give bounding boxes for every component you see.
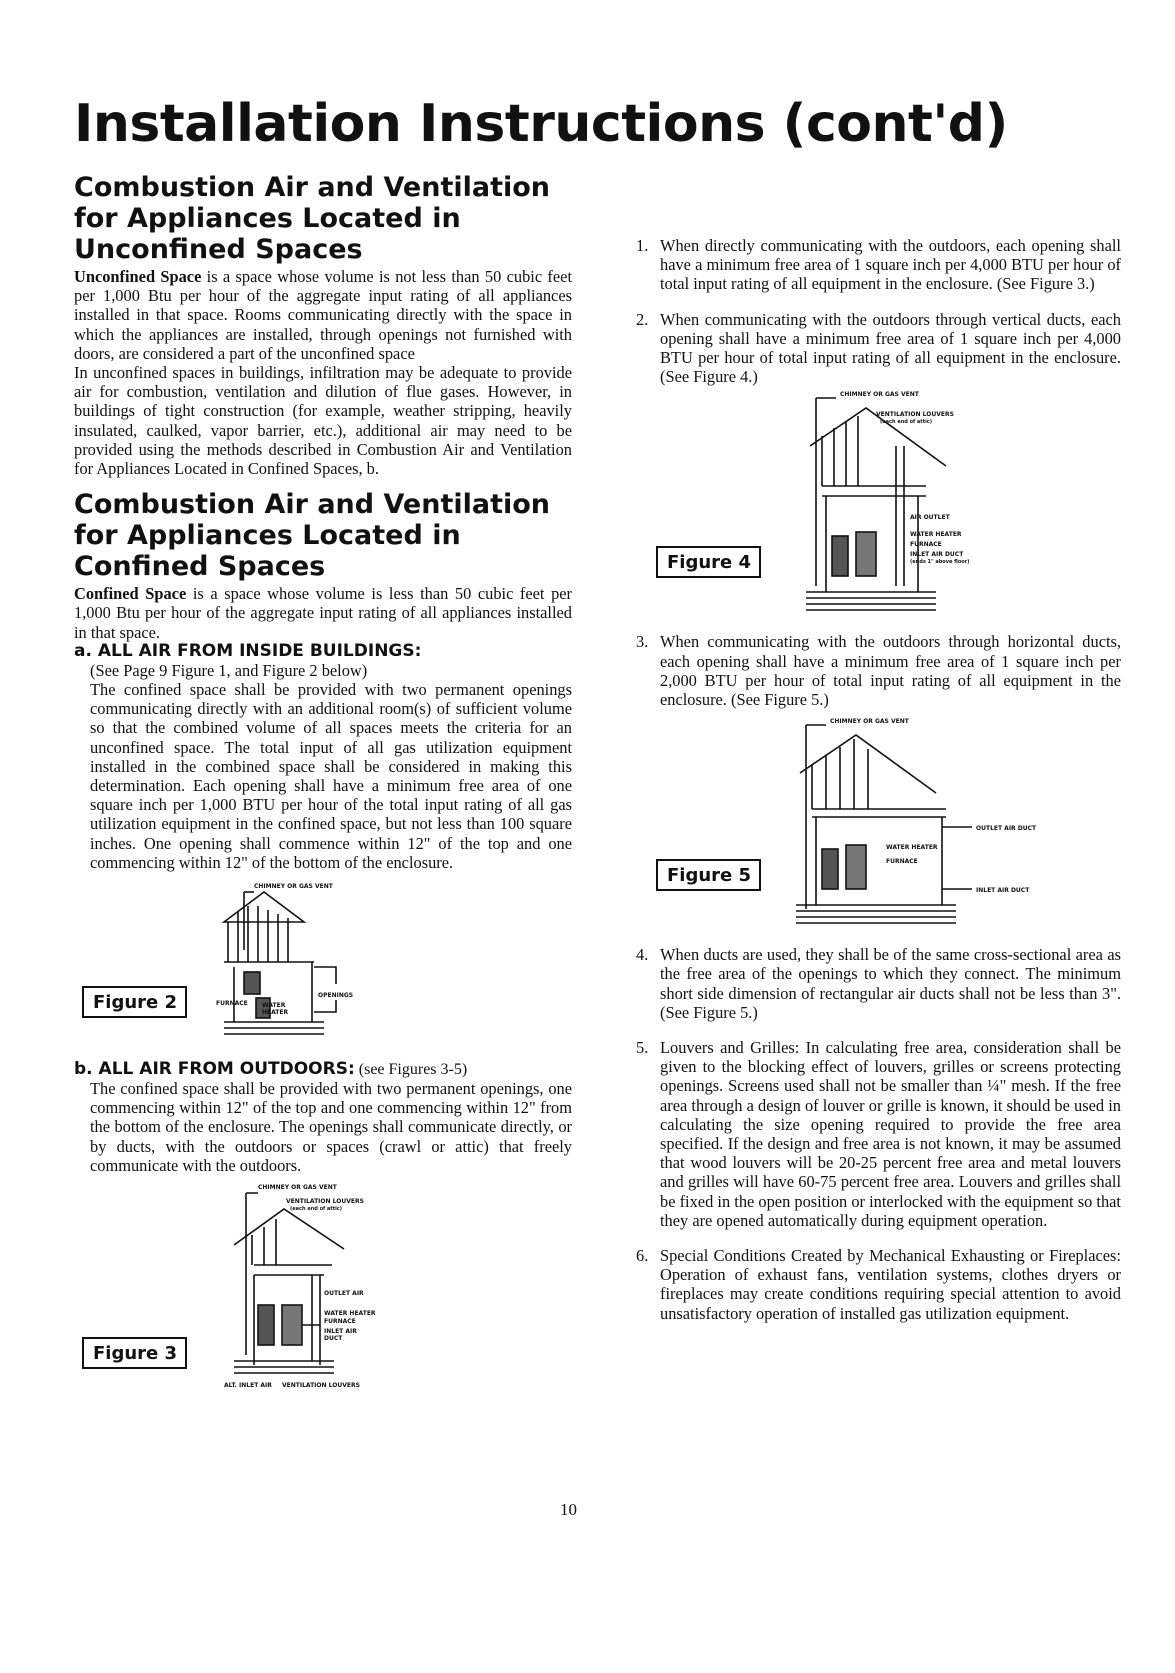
fig2-openings-text: OPENINGS	[318, 992, 354, 1000]
confined-definition	[74, 584, 572, 642]
list-item-2-number: 2.	[636, 309, 649, 329]
section-a-reference: (See Page 9 Figure 1, and Figure 2 below)	[90, 660, 368, 680]
fig3-louvers-text: VENTILATION LOUVERS	[286, 1198, 364, 1206]
fig4-louvers-text: VENTILATION LOUVERS	[876, 411, 954, 419]
fig5-furnace-text: FURNACE	[886, 858, 918, 866]
page-number: 10	[560, 1500, 577, 1519]
list-item-3	[636, 632, 1121, 709]
fig2-water-text: WATER	[262, 1002, 286, 1010]
fig3-water-heater-text: WATER HEATER	[324, 1310, 376, 1318]
section-a-heading: a. ALL AIR FROM INSIDE BUILDINGS:	[74, 640, 422, 661]
unconfined-term: Unconfined Space	[74, 267, 202, 286]
figure-3-label: Figure 3	[82, 1337, 187, 1369]
section-b-text: The confined space shall be provided with two permanent openings, one commencing within 12" of the top and one commencing within 12" from the bottom of the enclosure. The openings shall communicate directly, or by ducts, with the outdoors or spaces (crawl or attic) that freely communicate with the outdoors.	[90, 1079, 572, 1175]
fig4-furnace-text: FURNACE	[910, 541, 942, 549]
confined-heading-line-3: Confined Spaces	[74, 551, 326, 583]
fig3-chimney-text: CHIMNEY OR GAS VENT	[258, 1184, 337, 1192]
figure-5	[636, 709, 1121, 931]
fig3-inlet-text: INLET AIR	[324, 1328, 357, 1336]
unconfined-definition	[74, 267, 572, 363]
fig4-inlet-text: INLET AIR DUCT	[910, 551, 964, 559]
figure-5-diagram	[786, 709, 1106, 931]
list-item-6-text: Special Conditions Created by Mechanical Exhausting or Fireplaces: Operation of exhaust fans, ventilation systems, clothes dryers or fireplaces may create conditions requiring special attention to avoid unsatisfactory operation of installed gas utilization equipment.	[660, 1246, 1121, 1323]
figure-2	[74, 872, 572, 1050]
list-item-3-number: 3.	[636, 632, 649, 652]
section-b-heading-text: b. ALL AIR FROM OUTDOORS:	[74, 1059, 355, 1080]
page-title: Installation Instructions (cont'd)	[74, 94, 1008, 154]
figure-3-diagram	[224, 1175, 484, 1395]
figure-3	[74, 1175, 572, 1395]
fig2-heater-text: HEATER	[262, 1009, 289, 1017]
list-item-5-number: 5.	[636, 1038, 649, 1058]
fig4-inlet-sub-text: (ends 1" above floor)	[910, 559, 970, 566]
unconfined-heading-line-3: Unconfined Spaces	[74, 234, 363, 265]
figure-4-label: Figure 4	[656, 546, 761, 578]
figure-4	[636, 386, 1121, 622]
fig2-roof	[224, 892, 304, 922]
list-item-5-text: Louvers and Grilles: In calculating free area, consideration shall be given to the blocking effect of louvers, grilles or screens protecting openings. Screens used shall not be smaller than ¼" mesh. If the free area through a design of louver or grille is known, it should be used in calculating the size opening required to provide the free area specified. If the design and free area is not known, it may be assumed that wood louvers will be 20-25 percent free area and metal louvers and grilles will have 60-75 percent free area. Louvers and grilles shall be fixed in the open position or interlocked with the equipment so that they are opened automatically during equipment operation.	[660, 1038, 1121, 1230]
figure-2-diagram	[204, 872, 504, 1050]
figure-5-label: Figure 5	[656, 859, 761, 891]
unconfined-heading-line-2: for Appliances Located in	[74, 203, 461, 234]
right-column	[636, 236, 1121, 1323]
figure-4-diagram	[796, 386, 1076, 622]
list-item-6	[636, 1246, 1121, 1323]
fig5-chimney-text: CHIMNEY OR GAS VENT	[830, 718, 909, 726]
fig4-chimney-text: CHIMNEY OR GAS VENT	[840, 391, 919, 399]
list-item-2	[636, 310, 1121, 387]
confined-definition-text: is a space whose volume is less than 50 cubic feet per 1,000 Btu per hour of the aggregate input rating of all appliances installed in that space.	[74, 584, 572, 642]
section-a-text: The confined space shall be provided with two permanent openings communicating directly with an additional room(s) of sufficient volume so that the combined volume of all spaces meets the criteria for an unconfined space. The total input of all gas utilization equipment installed in the combined space shall be considered in making this determination. Each opening shall have a minimum free area of one square inch per 1,000 BTU per hour of the total input rating of all gas utilization equipment in the confined space, but not less than 100 square inches. One opening shall commence within 12" of the top and one commencing within 12" of the bottom of the enclosure.	[90, 680, 572, 872]
list-item-6-number: 6.	[636, 1246, 649, 1266]
unconfined-heading-line-1: Combustion Air and Ventilation	[74, 172, 551, 203]
list-item-4	[636, 945, 1121, 1022]
unconfined-definition-text: is a space whose volume is not less than 50 cubic feet per 1,000 Btu per hour of the aggregate input rating of all appliances installed in that space. Rooms communicating directly with the space in which the appliances are installed, through openings not furnished with doors, are considered a part of the unconfined space	[74, 267, 572, 363]
fig2-furnace-text: FURNACE	[216, 1000, 248, 1008]
fig4-outlet-text: AIR OUTLET	[910, 514, 950, 522]
list-item-4-number: 4.	[636, 945, 649, 965]
figure-2-label: Figure 2	[82, 986, 187, 1018]
fig3-alt-inlet-text: ALT. INLET AIR	[224, 1382, 272, 1390]
confined-heading-line-1: Combustion Air and Ventilation	[74, 489, 551, 521]
fig3-louvers-sub-text: (each end of attic)	[290, 1206, 343, 1213]
fig4-louvers-sub-text: (each end of attic)	[880, 419, 933, 426]
fig3-furnace-text: FURNACE	[324, 1318, 356, 1326]
list-item-1	[636, 236, 1121, 294]
unconfined-paragraph: In unconfined spaces in buildings, infiltration may be adequate to provide air for combustion, ventilation and dilution of flue gases. However, in buildings of tight construction (for example, weather stripping, heavily insulated, caulked, vapor barrier, etc.), additional air may need to be provided using the methods described in Combustion Air and Ventilation for Appliances Located in Confined Spaces, b.	[74, 363, 572, 479]
list-item-4-text: When ducts are used, they shall be of the same cross-sectional area as the free area of the openings to which they connect. The minimum short side dimension of rectangular air ducts shall not be less than 3". (See Figure 5.)	[660, 945, 1121, 1022]
confined-term: Confined Space	[74, 584, 187, 604]
confined-heading-line-2: for Appliances Located in	[74, 520, 461, 552]
unconfined-heading	[74, 172, 572, 265]
fig2-chimney-text: CHIMNEY OR GAS VENT	[254, 883, 333, 891]
confined-heading	[74, 489, 572, 582]
fig3-vent-louvers-text: VENTILATION LOUVERS	[282, 1382, 360, 1390]
fig3-inlet-duct-text: DUCT	[324, 1335, 343, 1343]
list-item-2-text: When communicating with the outdoors through vertical ducts, each opening shall have a minimum free area of 1 square inch per 4,000 BTU per hour of total input rating of all equipment in the enclosure. (See Figure 4.)	[660, 309, 1121, 387]
list-item-1-text: When directly communicating with the outdoors, each opening shall have a minimum free area of 1 square inch per 4,000 BTU per hour of total input rating of all equipment in the enclosure. (See Figure 3.)	[660, 236, 1121, 294]
section-b-heading	[74, 1060, 572, 1079]
fig5-inlet-text: INLET AIR DUCT	[976, 887, 1030, 895]
list-item-5	[636, 1038, 1121, 1230]
left-column	[74, 172, 572, 1395]
list-item-3-text: When communicating with the outdoors through horizontal ducts, each opening shall have a minimum free area of 1 square inch per 2,000 BTU per hour of total input rating of all equipment in the enclosure. (See Figure 5.)	[660, 632, 1121, 710]
fig4-water-heater-text: WATER HEATER	[910, 531, 962, 539]
list-item-1-number: 1.	[636, 236, 649, 255]
fig5-water-heater-text: WATER HEATER	[886, 844, 938, 852]
fig3-outlet-text: OUTLET AIR	[324, 1290, 364, 1298]
fig3-roof	[234, 1209, 344, 1249]
section-b-reference: (see Figures 3-5)	[354, 1061, 468, 1079]
fig5-outlet-text: OUTLET AIR DUCT	[976, 825, 1037, 833]
